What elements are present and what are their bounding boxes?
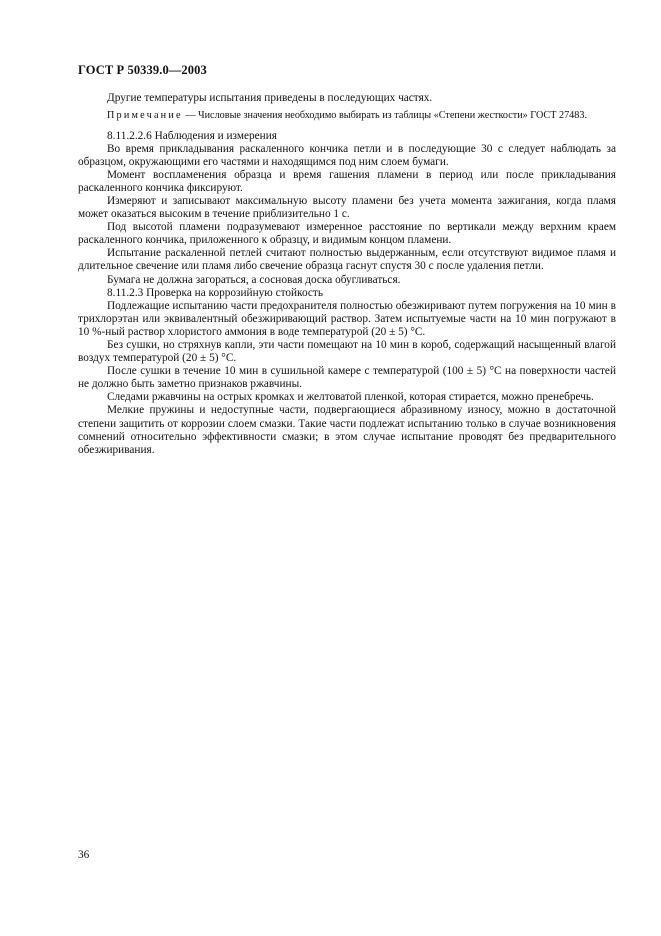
note-label: Примечание [107,110,183,122]
paragraph-test-passed: Испытание раскаленной петлей считают полностью выдержанным, если отсутствуют видимое пламя и длительное свечение или пламя либо свечение образца гаснут спустя 30 с после удаления петли. [78,247,616,273]
paragraph-humid-box: Без сушки, но стряхнув капли, эти части помещают на 10 мин в короб, содержащий насыщенный влагой воздух температурой (20 ± 5) °С. [78,339,616,365]
note-paragraph [78,110,616,122]
page-number: 36 [78,849,90,861]
paragraph-degreasing: Подлежащие испытанию части предохранителя полностью обезжиривают путем погружения на 10 мин в трихлорэтан или эквивалентный обезжиривающий раствор. Затем испытуемые части на 10 мин погружают в 10 %-ный раствор хлористого аммония в воде температурой (20 ± 5) °С. [78,299,616,338]
paragraph-flame-height-definition: Под высотой пламени подразумевают измеренное расстояние по вертикали между верхним краем раскаленного кончика, приложенного к образцу, и видимым концом пламени. [78,221,616,247]
document-body [78,92,616,457]
paragraph-ignition-moment: Момент воспламенения образца и время гашения пламени в период или после прикладывания раскаленного кончика фиксируют. [78,168,616,194]
paragraph-other-temperatures: Другие температуры испытания приведены в последующих частях. [107,92,433,104]
document-header: ГОСТ Р 50339.0—2003 [78,63,207,77]
paragraph-paper-board: Бумага не должна загораться, а сосновая доска обугливаться. [107,273,401,286]
paragraph-drying: После сушки в течение 10 мин в сушильной камере с температурой (100 ± 5) °С на поверхности частей не должно быть заметно признаков ржавчины. [78,365,616,391]
paragraph-small-springs: Мелкие пружины и недоступные части, подвергающиеся абразивному износу, можно в достаточной степени защитить от коррозии слоем смазки. Такие части подлежат испытанию только в случае возникновения сомнений относительно эффективности смазки; в этом случае испытание проводят без предварительного обезжиривания. [78,404,616,456]
paragraph-rust-traces: Следами ржавчины на острых кромках и желтоватой пленкой, которая стирается, можно пренебречь. [107,391,594,404]
note-text: — Числовые значения необходимо выбирать из таблицы «Степени жесткости» ГОСТ 27483. [182,110,588,122]
section-heading-corrosion: 8.11.2.3 Проверка на коррозийную стойкость [107,286,324,299]
paragraph-observe-sample: Во время прикладывания раскаленного кончика петли и в последующие 30 с следует наблюдать за образцом, окружающими его частями и находящимся под ним слоем бумаги. [78,142,616,168]
paragraph-flame-height: Измеряют и записывают максимальную высоту пламени без учета момента зажигания, когда пламя может оказаться высоким в течение приблизительно 1 с. [78,194,616,221]
section-heading-observations: 8.11.2.2.6 Наблюдения и измерения [107,129,277,142]
